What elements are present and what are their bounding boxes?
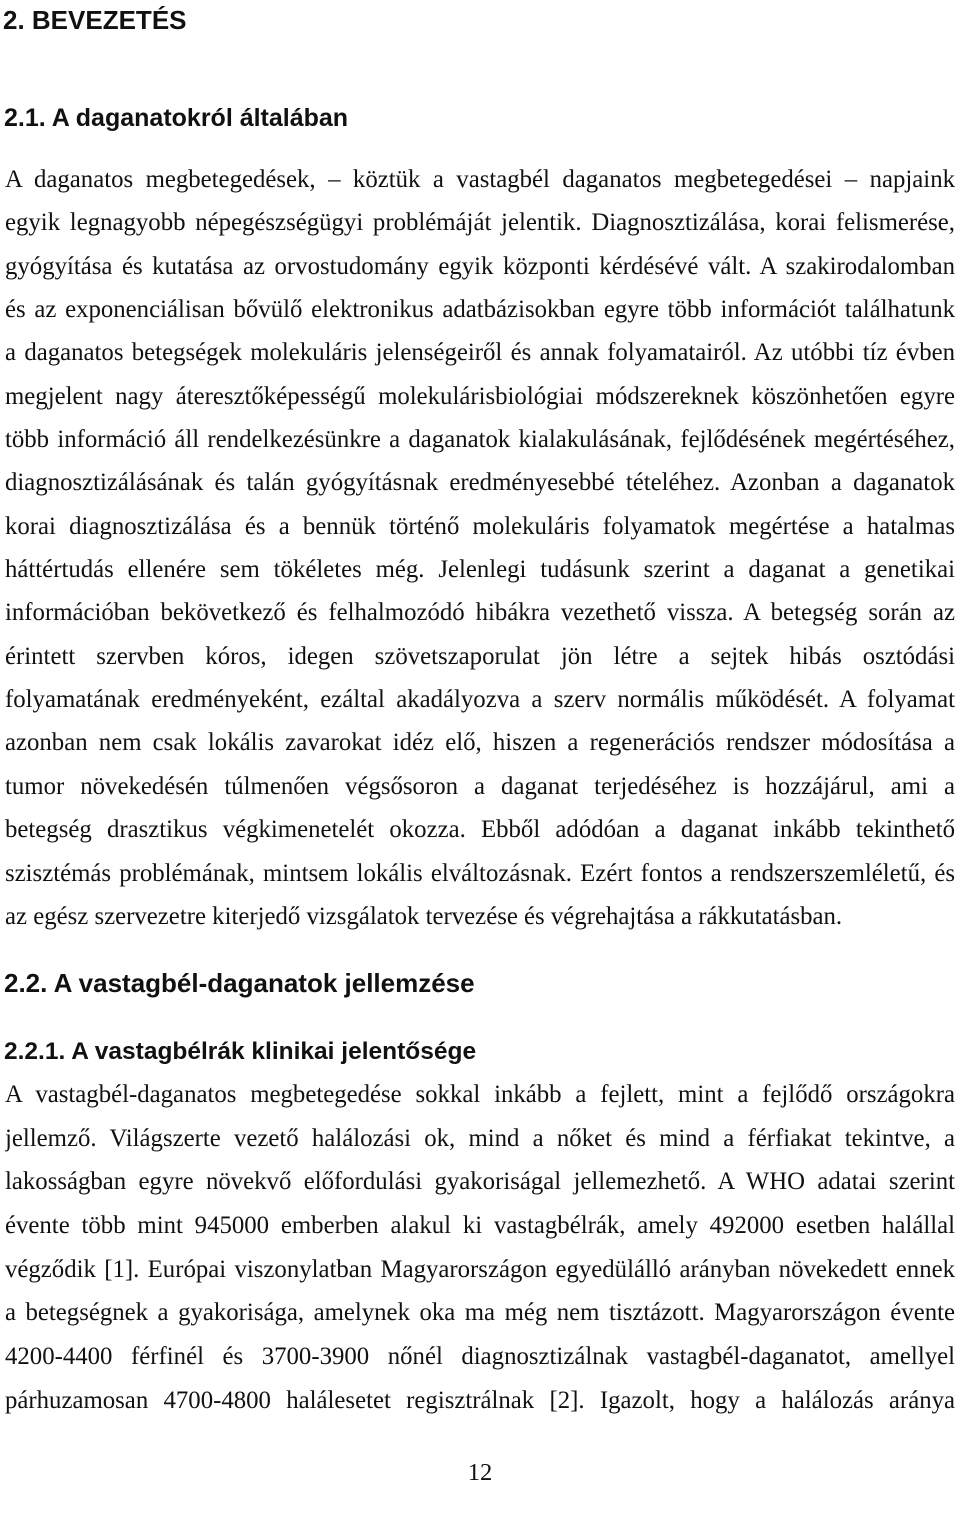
section-heading-2-1: 2.1. A daganatokról általában [4, 104, 349, 132]
paragraph-line: A vastagbél-daganatos megbetegedése sokkal inkább a fejlett, mint a fejlődő országokra [5, 1081, 955, 1108]
paragraph-line: szisztémás problémának, mintsem lokális elváltozásnak. Ezért fontos a rendszerszemléletű, és [5, 859, 955, 887]
paragraph-line: megjelent nagy áteresztőképességű molekulárisbiológiai módszereknek köszönhetően egyre [5, 382, 955, 410]
section-heading-2-2: 2.2. A vastagbél-daganatok jellemzése [4, 968, 475, 998]
paragraph-line: érintett szervben kóros, idegen szövetszaporulat jön létre a sejtek hibás osztódási [5, 642, 955, 670]
paragraph-line: betegség drasztikus végkimenetelét okozza. Ebből adódóan a daganat inkább tekinthető [5, 816, 955, 844]
paragraph-line: a betegségnek a gyakorisága, amelynek oka ma még nem tisztázott. Magyarországon évente [5, 1299, 955, 1327]
paragraph-line: gyógyítása és kutatása az orvostudomány egyik központi kérdésévé vált. A szakirodalomban [5, 252, 955, 280]
paragraph-line: egyik legnagyobb népegészségügyi problémáját jelentik. Diagnosztizálása, korai felismerése, [5, 209, 955, 237]
paragraph-line: háttértudás ellenére sem tökéletes még. Jelenlegi tudásunk szerint a daganat a genetikai [5, 556, 955, 584]
paragraph-line: diagnosztizálásának és talán gyógyításnak eredményesebbé tételéhez. Azonban a daganatok [5, 469, 955, 497]
paragraph-line: évente több mint 945000 emberben alakul ki vastagbélrák, amely 492000 esetben halállal [5, 1212, 955, 1240]
paragraph-line: azonban nem csak lokális zavarokat idéz elő, hiszen a regenerációs rendszer módosítása a [5, 729, 955, 757]
paragraph-line: folyamatának eredményeként, ezáltal akadályozva a szerv normális működését. A folyamat [5, 686, 955, 714]
paragraph-2-2-1 [5, 1073, 955, 1423]
paragraph-line: több információ áll rendelkezésünkre a daganatok kialakulásának, fejlődésének megértéséhez, [5, 426, 955, 454]
paragraph-line: lakosságban egyre növekvő előfordulási gyakoriságal jellemezhető. A WHO adatai szerint [5, 1168, 955, 1196]
paragraph-line: végződik [1]. Európai viszonylatban Magyarországon egyedülálló arányban növekedett ennek [5, 1255, 955, 1283]
paragraph-line: 4200-4400 férfinél és 3700-3900 nőnél diagnosztizálnak vastagbél-daganatot, amellyel [5, 1343, 955, 1371]
paragraph-line: információban bekövetkező és felhalmozódó hibákra vezethető vissza. A betegség során az [5, 599, 955, 627]
section-heading-2-2-1: 2.2.1. A vastagbélrák klinikai jelentősége [4, 1038, 477, 1065]
paragraph-line: a daganatos betegségek molekuláris jelenségeiről és annak folyamatairól. Az utóbbi tíz évben [5, 339, 955, 367]
paragraph-line: A daganatos megbetegedések, – köztük a vastagbél daganatos megbetegedései – napjaink [5, 166, 955, 193]
paragraph-line: párhuzamosan 4700-4800 halálesetet regisztrálnak [2]. Igazolt, hogy a halálozás aránya [5, 1386, 955, 1414]
paragraph-line: az egész szervezetre kiterjedő vizsgálatok tervezése és végrehajtása a rákkutatásban. [5, 902, 843, 930]
chapter-heading: 2. BEVEZETÉS [3, 5, 187, 35]
paragraph-line: és az exponenciálisan bővülő elektronikus adatbázisokban egyre több információt találhatunk [5, 296, 955, 324]
paragraph-2-1 [5, 158, 955, 938]
page-number: 12 [467, 1459, 493, 1486]
paragraph-line: tumor növekedésén túlmenően végsősoron a daganat terjedéséhez is hozzájárul, ami a [5, 772, 955, 800]
paragraph-line: jellemző. Világszerte vezető halálozási ok, mind a nőket és mind a férfiakat tekintve, a [5, 1124, 955, 1152]
paragraph-line: korai diagnosztizálása és a bennük történő molekuláris folyamatok megértése a hatalmas [5, 512, 955, 540]
